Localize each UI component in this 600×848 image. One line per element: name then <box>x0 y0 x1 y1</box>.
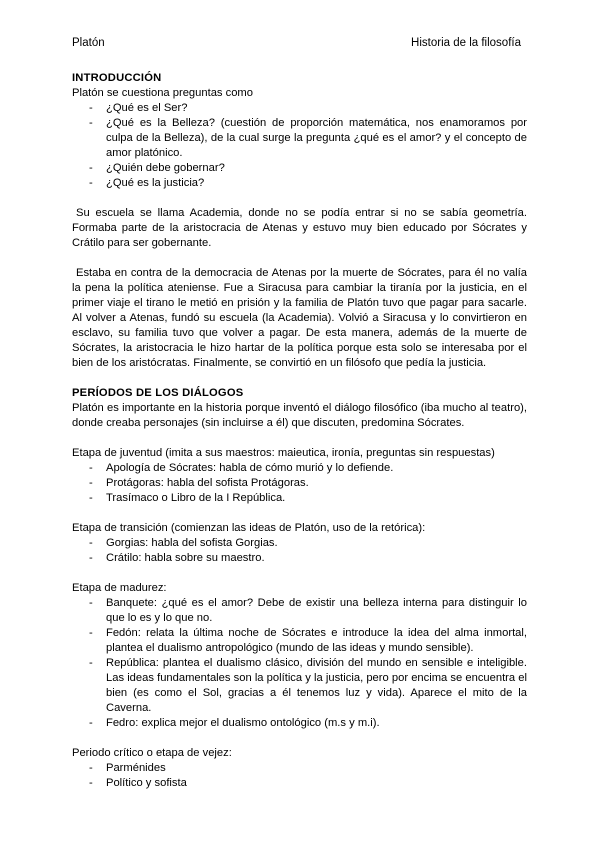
intro-paragraph-1: Su escuela se llama Academia, donde no se podía entrar si no se sabía geometría. Formaba parte de la aristocracia de Atenas y estuvo muy bien educado por Sócrates y Crátilo para ser gobernante. <box>72 207 527 249</box>
stage-list <box>72 596 527 731</box>
list-item: - Fedón: relata la última noche de Sócrates e introduce la idea del alma inmortal, plantea el dualismo antropológico (mundo de las ideas y mundo sensible). <box>72 626 527 656</box>
stage-title: Periodo crítico o etapa de vejez: <box>72 747 232 759</box>
list-item: - Parménides <box>72 761 527 776</box>
list-item: - ¿Qué es la justicia? <box>72 176 527 191</box>
list-item: - Trasímaco o Libro de la I República. <box>72 491 527 506</box>
stage-list <box>72 536 527 566</box>
intro-questions <box>72 101 527 191</box>
dialogos-heading: PERÍODOS DE LOS DIÁLOGOS <box>72 387 244 399</box>
list-item: - Político y sofista <box>72 776 527 791</box>
list-item: - Banquete: ¿qué es el amor? Debe de existir una belleza interna para distinguir lo que lo es y lo que no. <box>72 596 527 626</box>
header-right: Historia de la filosofía <box>411 37 521 49</box>
dialogos-intro: Platón es importante en la historia porque inventó el diálogo filosófico (iba mucho al teatro), donde creaba personajes (sin incluirse a él) que discuten, predomina Sócrates. <box>72 402 527 429</box>
list-item: - Protágoras: habla del sofista Protágoras. <box>72 476 527 491</box>
list-item: - Apología de Sócrates: habla de cómo murió y lo defiende. <box>72 461 527 476</box>
stage-list <box>72 461 527 506</box>
intro-lead: Platón se cuestiona preguntas como <box>72 87 253 99</box>
stage-list <box>72 761 527 791</box>
list-item: - Fedro: explica mejor el dualismo ontológico (m.s y m.i). <box>72 716 527 731</box>
intro-heading: INTRODUCCIÓN <box>72 72 162 84</box>
document-body <box>72 71 527 791</box>
stage-title: Etapa de transición (comienzan las ideas de Platón, uso de la retórica): <box>72 522 426 534</box>
list-item: - ¿Qué es el Ser? <box>72 101 527 116</box>
list-item: - Crátilo: habla sobre su maestro. <box>72 551 527 566</box>
intro-paragraph-2: Estaba en contra de la democracia de Atenas por la muerte de Sócrates, para él no valía la pena la política ateniense. Fue a Siracusa para cambiar la tiranía por la justicia, en el primer viaje el tirano le metió en prisión y la familia de Platón tuvo que pagar para sacarle. Al volver a Atenas, fundó su escuela (la Academia). Volvió a Siracusa y lo convirtieron en esclavo, su familia tuvo que volver a pagar. De esta manera, además de la muerte de Sócrates, la aristocracia le hizo hartar de la política porque esta solo se interesaba por el bien de los aristócratas. Finalmente, se convirtió en un filósofo que pedía la justicia. <box>72 267 527 369</box>
stage-title: Etapa de juventud (imita a sus maestros: maieutica, ironía, preguntas sin respuestas) <box>72 447 495 459</box>
header-left: Platón <box>72 37 105 49</box>
list-item: - Gorgias: habla del sofista Gorgias. <box>72 536 527 551</box>
list-item: - República: plantea el dualismo clásico, división del mundo en sensible e inteligible. Las ideas fundamentales son la política y la justicia, pero por encima se encuentra el bien (es como el Sol, gracias a él tenemos luz y vida). Aparece el mito de la Caverna. <box>72 656 527 716</box>
stage-title: Etapa de madurez: <box>72 582 167 594</box>
list-item: - ¿Quién debe gobernar? <box>72 161 527 176</box>
list-item: - ¿Qué es la Belleza? (cuestión de proporción matemática, nos enamoramos por culpa de la Belleza), de la cual surge la pregunta ¿qué es el amor? y el concepto de amor platónico. <box>72 116 527 161</box>
